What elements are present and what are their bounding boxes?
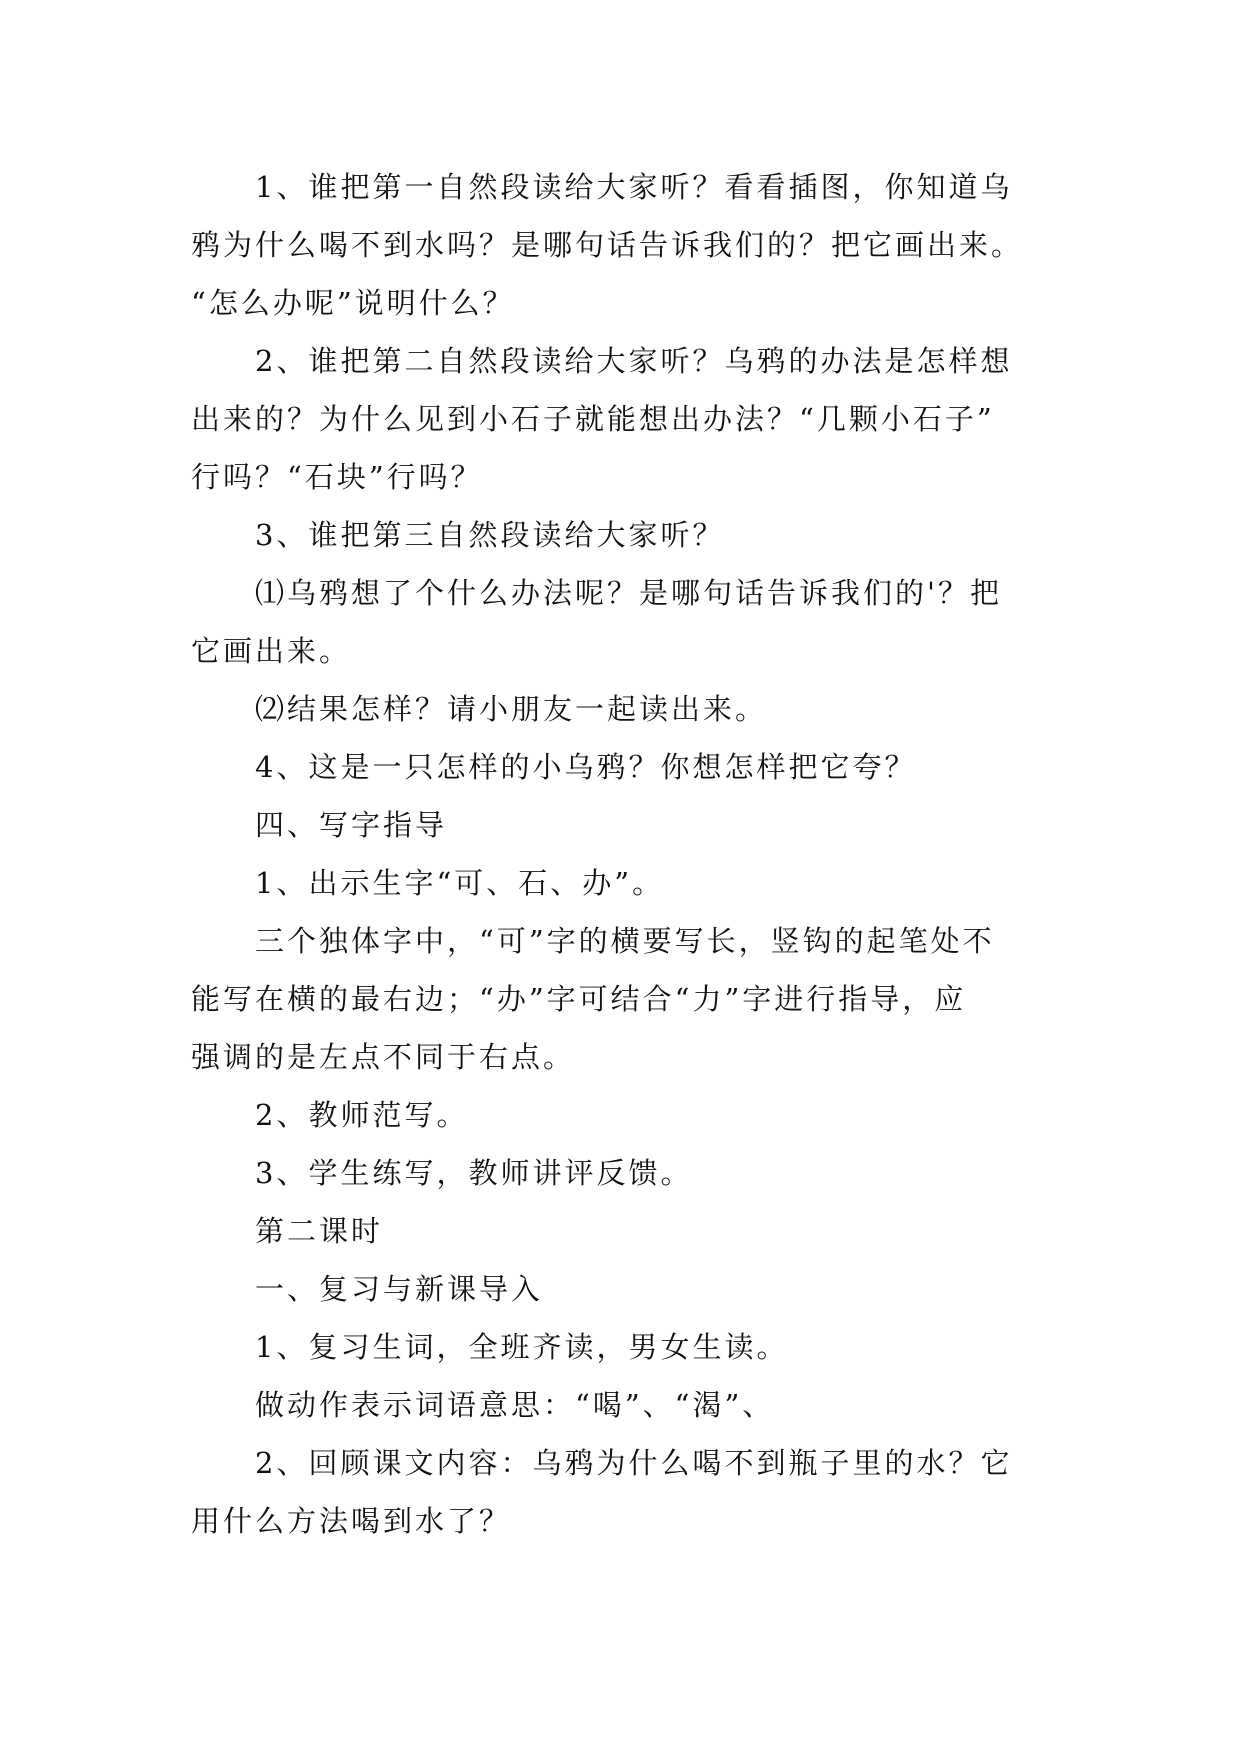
section-heading: 第二课时 xyxy=(255,1214,384,1248)
text-line: 3、谁把第三自然段读给大家听？ xyxy=(255,518,725,552)
text-line: 行吗？“石块”行吗？ xyxy=(191,460,483,494)
text-line: 强调的是左点不同于右点。 xyxy=(191,1040,576,1074)
document-body xyxy=(191,158,1053,1550)
text-line: 4、这是一只怎样的小乌鸦？你想怎样把它夸？ xyxy=(255,750,917,784)
text-line: 3、学生练写，教师讲评反馈。 xyxy=(255,1156,693,1190)
text-line: 用什么方法喝到水了？ xyxy=(191,1504,512,1538)
text-line: 做动作表示词语意思：“喝”、“渴”、 xyxy=(255,1388,775,1422)
text-line: 出来的？为什么见到小石子就能想出办法？“几颗小石子” xyxy=(191,402,995,436)
text-line: 鸦为什么喝不到水吗？是哪句话告诉我们的？把它画出来。 xyxy=(191,228,1024,262)
text-line: 1、出示生字“可、石、办”。 xyxy=(255,866,665,900)
text-line: “怎么办呢”说明什么？ xyxy=(191,286,515,320)
text-line: 三个独体字中，“可”字的横要写长，竖钩的起笔处不 xyxy=(255,924,995,958)
section-heading: 四、写字指导 xyxy=(255,808,448,842)
text-line: ⑴乌鸦想了个什么办法呢？是哪句话告诉我们的'？把 xyxy=(255,576,1002,610)
section-heading: 一、复习与新课导入 xyxy=(255,1272,544,1306)
text-line: 2、谁把第二自然段读给大家听？乌鸦的办法是怎样想 xyxy=(255,344,1013,378)
text-line: 1、谁把第一自然段读给大家听？看看插图，你知道乌 xyxy=(255,170,1013,204)
text-line: 2、教师范写。 xyxy=(255,1098,469,1132)
text-line: 1、复习生词，全班齐读，男女生读。 xyxy=(255,1330,789,1364)
text-line: 它画出来。 xyxy=(191,634,352,668)
text-line: 能写在横的最右边；“办”字可结合“力”字进行指导，应 xyxy=(191,982,967,1016)
text-line: ⑵结果怎样？请小朋友一起读出来。 xyxy=(255,692,768,726)
text-line: 2、回顾课文内容：乌鸦为什么喝不到瓶子里的水？它 xyxy=(255,1446,1013,1480)
